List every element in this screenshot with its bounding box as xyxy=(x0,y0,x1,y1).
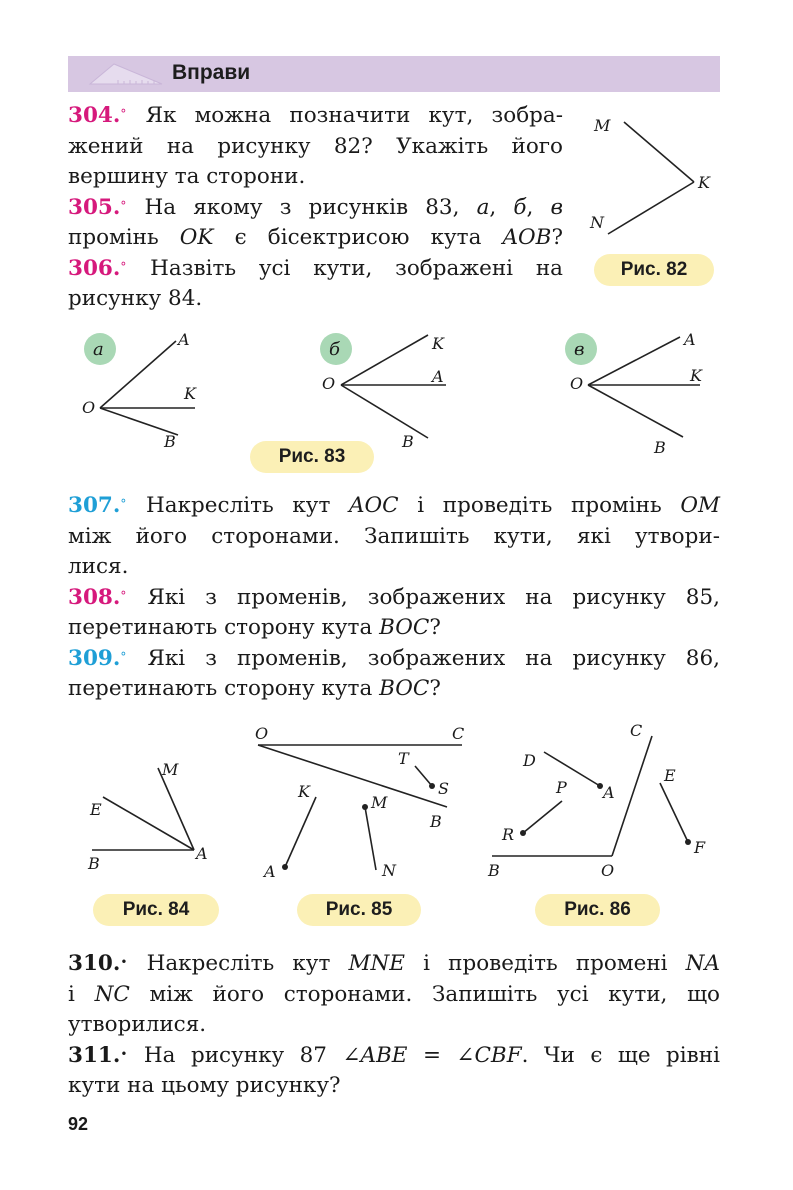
ex309-line2: перетинають сторону кута BOC? xyxy=(68,676,441,701)
fig85-label-b: B xyxy=(430,812,442,831)
fig83-caption: Рис. 83 xyxy=(250,441,374,473)
fig84-label-e: E xyxy=(90,800,102,819)
fig82-label-n: N xyxy=(590,213,604,232)
fig83a-label-o: O xyxy=(82,398,96,417)
ex308-line2: перетинають сторону кута BOC? xyxy=(68,615,441,640)
fig82-caption: Рис. 82 xyxy=(594,254,714,286)
fig83v-label-o: O xyxy=(570,374,584,393)
fig83b-label-k: K xyxy=(432,334,444,353)
ex310-line3: утворилися. xyxy=(68,1012,207,1037)
fig83-badge-v-text: в xyxy=(574,339,585,360)
figure-82 xyxy=(586,108,720,238)
ex311-line2: кути на цьому рисунку? xyxy=(68,1073,341,1098)
section-header xyxy=(68,56,720,92)
ex305-line2: промінь OK є бісектрисою кута AOB? xyxy=(68,225,563,250)
fig82-label-m: M xyxy=(594,116,611,135)
figure-84 xyxy=(87,760,208,873)
fig83v-label-b: B xyxy=(654,438,666,457)
section-title: Вправи xyxy=(172,61,251,84)
ex309-number: 309. xyxy=(68,645,121,671)
fig83-badge-b-text: б xyxy=(329,339,340,360)
ex306-line2: рисунку 84. xyxy=(68,286,203,311)
fig86-label-a: A xyxy=(603,783,615,802)
fig83b-label-a: A xyxy=(432,367,444,386)
ex305-line1: 305.° На якому з рисунків 83, а, б, в xyxy=(68,194,564,220)
fig83-badge-a-text: а xyxy=(93,339,104,360)
level-mark: ° xyxy=(120,107,127,121)
ex306-number: 306. xyxy=(68,255,121,281)
fig85-label-a: A xyxy=(264,862,276,881)
ex304-line2: жений на рисунку 82? Укажіть його xyxy=(68,133,563,159)
fig84-label-a: A xyxy=(196,844,208,863)
fig86-label-f: F xyxy=(694,838,706,857)
level-mark: • xyxy=(120,955,128,969)
fig84-label-m: M xyxy=(162,760,179,779)
fig86-label-r: R xyxy=(502,825,515,844)
fig83b-label-o: O xyxy=(322,374,336,393)
fig85-caption: Рис. 85 xyxy=(297,894,421,926)
ex307-line2: між його сторонами. Запишіть кути, які утвори- xyxy=(68,523,720,549)
ex311-number: 311. xyxy=(68,1042,121,1068)
level-mark: • xyxy=(120,1046,128,1061)
level-mark: ° xyxy=(120,649,127,664)
fig86-caption: Рис. 86 xyxy=(535,894,660,926)
ex306-line1: 306.° Назвіть усі кути, зображені на xyxy=(68,255,563,281)
ex304-line1: 304.° Як можна позначити кут, зобра- xyxy=(68,103,563,128)
ex310-line2: і NC між його сторонами. Запишіть усі кути, що xyxy=(68,981,720,1007)
exercises-307-309 xyxy=(68,491,720,705)
fig84-caption: Рис. 84 xyxy=(93,894,219,926)
ex307-number: 307. xyxy=(68,493,121,518)
level-mark: ° xyxy=(120,588,127,603)
fig85-label-k: K xyxy=(298,782,310,801)
ex305-number: 305. xyxy=(68,194,121,220)
fig83v-label-k: K xyxy=(690,366,702,385)
fig83a-label-k: K xyxy=(184,384,196,403)
fig85-label-n: N xyxy=(382,861,396,880)
fig86-label-o: O xyxy=(601,861,615,880)
fig84-label-b: B xyxy=(88,854,100,873)
ex307-line3: лися. xyxy=(68,554,129,579)
fig85-label-o: O xyxy=(255,724,269,743)
fig86-label-c: C xyxy=(630,721,643,740)
ex308-number: 308. xyxy=(68,584,121,610)
fig83a-label-a: A xyxy=(178,330,190,349)
fig83b-label-b: B xyxy=(402,432,414,451)
fig86-label-d: D xyxy=(523,751,536,770)
fig86-label-e: E xyxy=(664,766,676,785)
fig83a-label-b: B xyxy=(164,432,176,451)
fig85-label-m: M xyxy=(371,793,388,812)
level-mark: ° xyxy=(120,497,127,511)
figure-86 xyxy=(487,721,706,880)
ex311-line1: 311.• На рисунку 87 ∠ABE = ∠CBF. Чи є ще рівні xyxy=(68,1042,720,1068)
page-number: 92 xyxy=(68,1114,89,1134)
fig86-label-p: P xyxy=(556,778,567,797)
ex310-number: 310. xyxy=(68,951,121,976)
fig85-label-t: T xyxy=(398,749,409,768)
figure-83 xyxy=(60,325,750,470)
figure-85 xyxy=(255,724,464,881)
fig85-label-c: C xyxy=(452,724,465,743)
level-mark: ° xyxy=(120,198,127,213)
ex304-number: 304. xyxy=(68,103,121,128)
fig83v-label-a: A xyxy=(684,330,696,349)
fig85-label-s: S xyxy=(438,779,449,798)
fig82-label-k: K xyxy=(698,173,710,192)
exercises-304-306 xyxy=(68,101,563,315)
ruler-icon xyxy=(88,62,164,86)
fig86-label-b: B xyxy=(488,861,500,880)
figures-84-86 xyxy=(0,716,793,886)
exercises-310-311 xyxy=(68,949,720,1102)
ex308-line1: 308.° Які з променів, зображених на рисунку 85, xyxy=(68,584,721,610)
ex310-line1: 310.• Накресліть кут MNE і проведіть промені NA xyxy=(68,951,720,976)
ex304-line3: вершину та сторони. xyxy=(68,164,306,189)
ex307-line1: 307.° Накресліть кут AOC і проведіть промінь OM xyxy=(68,493,720,518)
level-mark: ° xyxy=(120,259,127,274)
ex309-line1: 309.° Які з променів, зображених на рисунку 86, xyxy=(68,645,721,671)
